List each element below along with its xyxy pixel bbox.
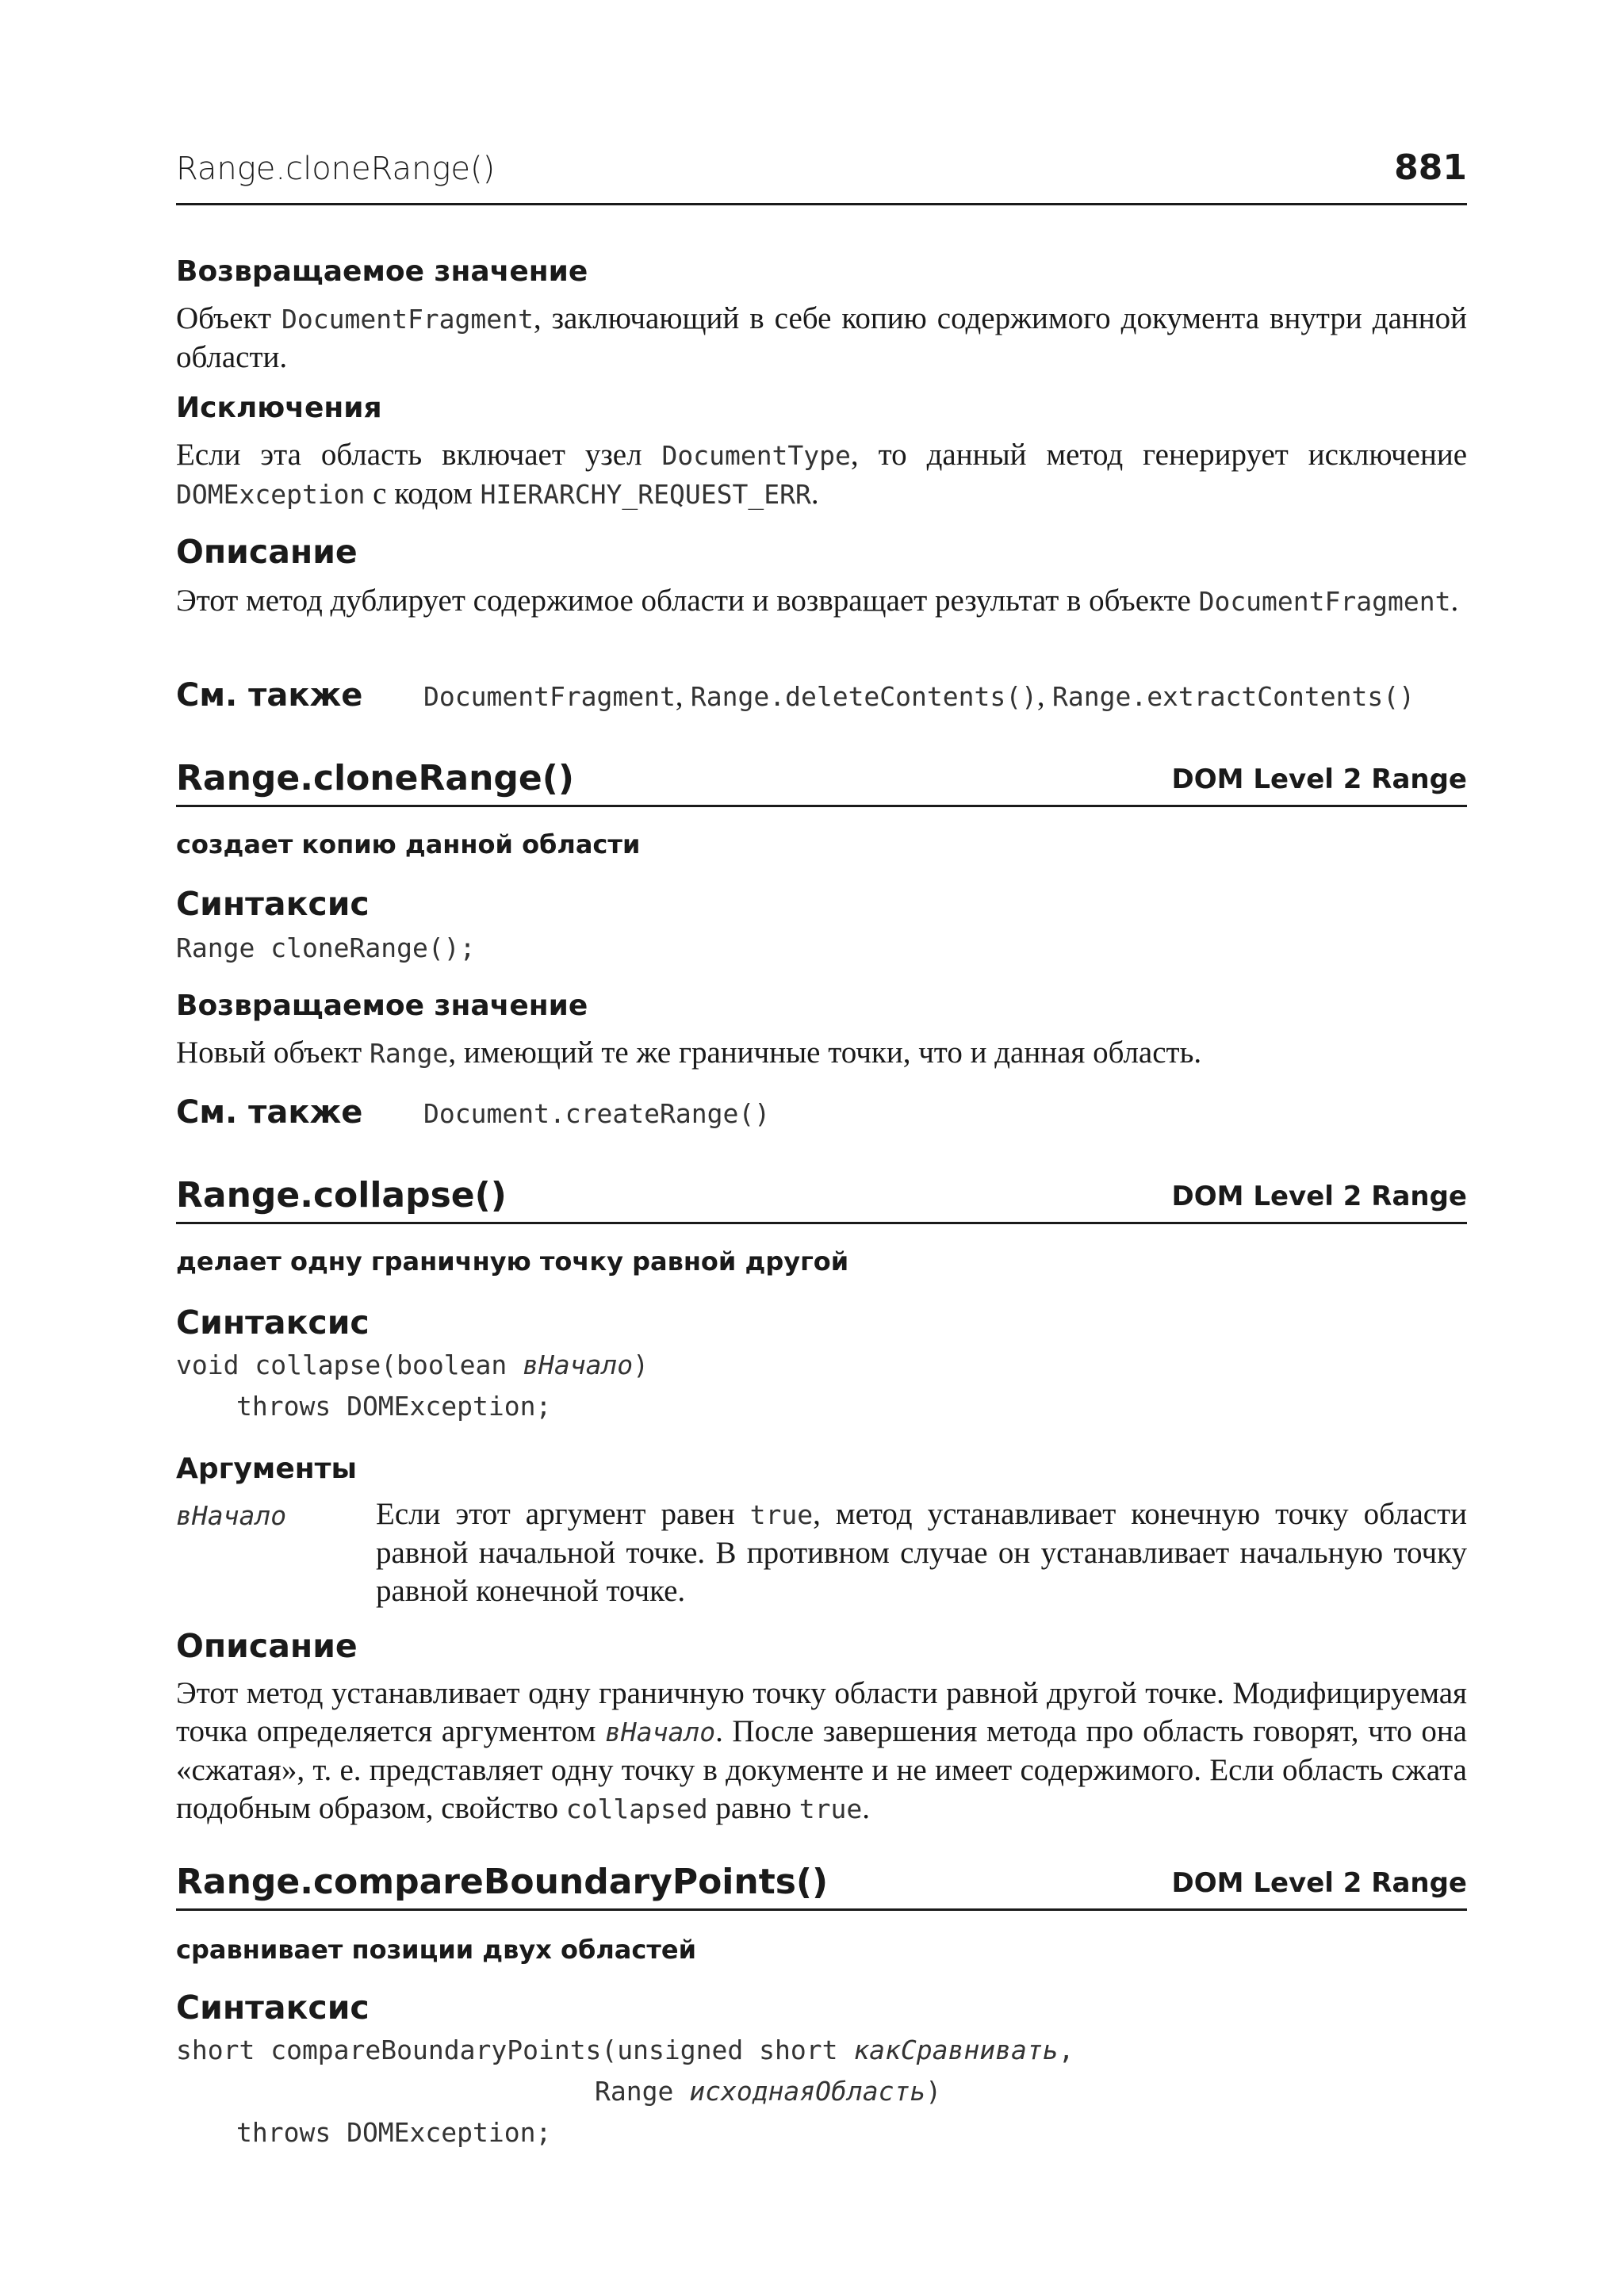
argument-row [176,1495,1467,1610]
entry-level: DOM Level 2 Range [1171,764,1467,795]
entry-level: DOM Level 2 Range [1171,1181,1467,1212]
syntax-code: void collapse(boolean вНачало) [176,1349,649,1380]
syntax-code: Range cloneRange(); [176,932,476,963]
entry-header-compare-boundary-points [176,1862,1467,1911]
return-value-heading: Возвращаемое значение [176,990,588,1022]
return-value-heading: Возвращаемое значение [176,255,588,288]
return-value-text: Новый объект Range, имеющий те же граничные точки, что и данная область. [176,1035,1202,1070]
syntax-code-line2: Range исходнаяОбласть) [595,2076,942,2107]
see-also [176,677,1415,714]
syntax-code-throws: throws DOMException; [236,2117,552,2148]
see-also-link[interactable]: Document.createRange() [423,1098,771,1129]
description-text: Этот метод дублирует содержимое области и возвращает результат в объекте DocumentFragment. [176,584,1459,618]
see-also-list: DocumentFragment, Range.deleteContents(), Range.extractContents() [423,679,1415,713]
syntax-code: short compareBoundaryPoints(unsigned short какСравнивать, [176,2035,1074,2065]
see-also-label: См. также [176,677,363,714]
see-also-list [423,1098,770,1129]
return-value-text: Объект DocumentFragment, заключающий в себе копию содержимого документа внутри данной области. [176,301,1467,374]
see-also-link[interactable]: Range.deleteContents() [690,681,1037,712]
syntax-heading: Синтаксис [176,885,370,923]
syntax-heading: Синтаксис [176,1303,370,1342]
running-title: Range.cloneRange() [176,151,496,187]
see-also [176,1094,770,1131]
syntax-code-throws: throws DOMException; [236,1391,552,1422]
entry-subtitle: сравнивает позиции двух областей [176,1935,697,1965]
entry-subtitle: делает одну граничную точку равной другой [176,1246,849,1277]
arguments-heading: Аргументы [176,1453,358,1485]
exceptions-text: Если эта область включает узел DocumentType, то данный метод генерирует исключение DOMException с кодом HIERARCHY_REQUEST_ERR. [176,438,1468,511]
description-heading: Описание [176,533,358,571]
see-also-label: См. также [176,1094,363,1131]
syntax-heading: Синтаксис [176,1989,370,2027]
entry-title: Range.collapse() [176,1175,507,1215]
see-also-link[interactable]: DocumentFragment [423,681,676,712]
entry-header-collapse [176,1175,1467,1224]
running-header [176,147,1467,205]
argument-name: вНачало [176,1500,287,1531]
entry-header-clone-range [176,758,1467,807]
page-number: 881 [1394,147,1467,188]
description-text: Этот метод устанавливает одну граничную точку области равной другой точке. Модифицируемая точка определяется аргументом вНачало. После завершения метода про область говорят, что она «сжатая», т. е. представляет одну точку в документе и не имеет содержимого. Если область сжата подобным образом, свойство collapsed равно true. [176,1676,1467,1825]
description-heading: Описание [176,1627,358,1665]
see-also-link[interactable]: Range.extractContents() [1051,681,1415,712]
entry-level: DOM Level 2 Range [1171,1867,1467,1899]
entry-title: Range.cloneRange() [176,758,574,798]
argument-description: Если этот аргумент равен true, метод устанавливает конечную точку области равной начальной точке. В противном случае он устанавливает начальную точку равной конечной точке. [376,1497,1467,1608]
entry-subtitle: создает копию данной области [176,829,641,859]
exceptions-heading: Исключения [176,392,382,424]
entry-title: Range.compareBoundaryPoints() [176,1862,829,1902]
